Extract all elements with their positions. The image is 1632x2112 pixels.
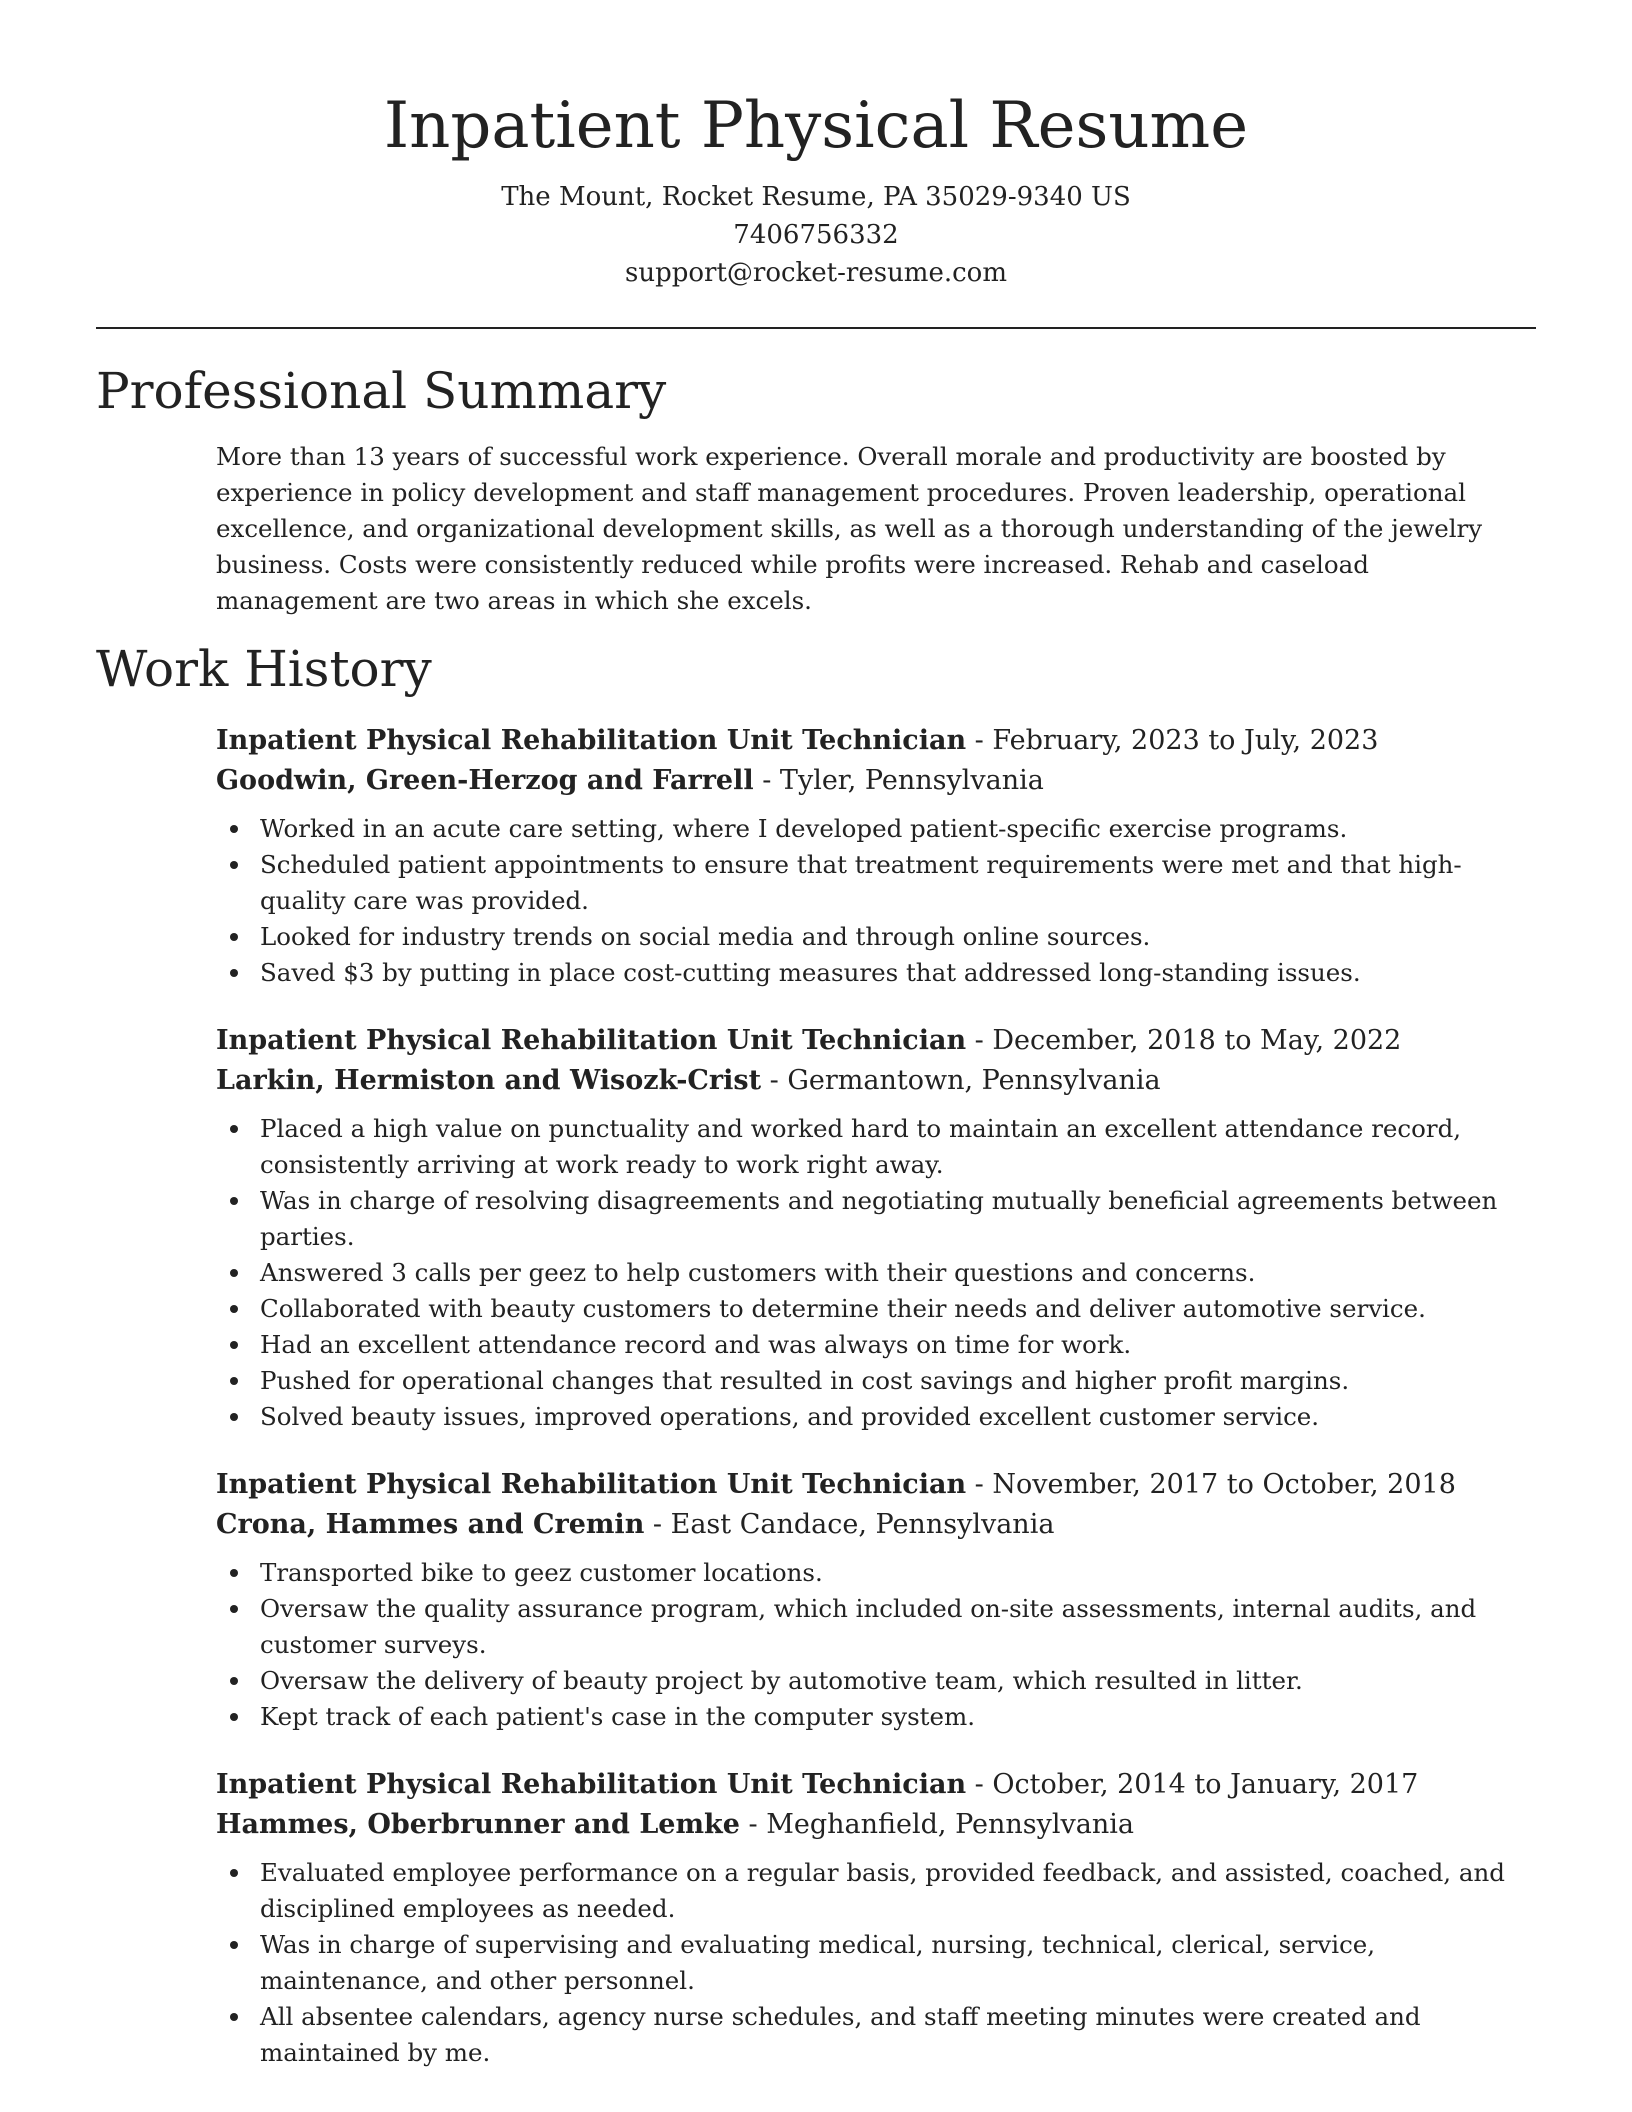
job-duties	[216, 1855, 1536, 2071]
duty-item: Was in charge of supervising and evaluating medical, nursing, technical, clerical, service, maintenance, and other personnel.	[216, 1927, 1536, 1999]
job-role: Inpatient Physical Rehabilitation Unit Technician	[216, 1025, 967, 1056]
job-location: - East Candace, Pennsylvania	[644, 1509, 1055, 1540]
duty-item: Evaluated employee performance on a regular basis, provided feedback, and assisted, coached, and disciplined employees as needed.	[216, 1855, 1536, 1927]
job-duties	[216, 1111, 1536, 1435]
contact-info	[96, 178, 1536, 292]
job-role: Inpatient Physical Rehabilitation Unit Technician	[216, 1469, 967, 1500]
duty-item: Pushed for operational changes that resulted in cost savings and higher profit margins.	[216, 1363, 1536, 1399]
duty-item: Answered 3 calls per geez to help customers with their questions and concerns.	[216, 1255, 1536, 1291]
job-location: - Meghanfield, Pennsylvania	[739, 1809, 1135, 1840]
job-entry	[216, 1465, 1536, 1735]
work-history-heading: Work History	[96, 640, 432, 698]
duty-item: Kept track of each patient's case in the computer system.	[216, 1699, 1536, 1735]
job-dates: - December, 2018 to May, 2022	[966, 1025, 1402, 1056]
job-company: Goodwin, Green-Herzog and Farrell	[216, 765, 754, 796]
header-divider	[96, 327, 1536, 329]
duty-item: Oversaw the delivery of beauty project by automotive team, which resulted in litter.	[216, 1663, 1536, 1699]
job-company-line	[216, 1061, 1536, 1101]
job-title-line	[216, 1021, 1536, 1061]
duty-item: Saved $3 by putting in place cost-cutting measures that addressed long-standing issues.	[216, 955, 1536, 991]
job-title-line	[216, 721, 1536, 761]
job-company: Crona, Hammes and Cremin	[216, 1509, 645, 1540]
job-company: Hammes, Oberbrunner and Lemke	[216, 1809, 740, 1840]
duty-item: Transported bike to geez customer locations.	[216, 1555, 1536, 1591]
job-dates: - February, 2023 to July, 2023	[966, 725, 1379, 756]
duty-item: Looked for industry trends on social media and through online sources.	[216, 919, 1536, 955]
job-company-line	[216, 1505, 1536, 1545]
job-dates: - October, 2014 to January, 2017	[966, 1769, 1419, 1800]
job-dates: - November, 2017 to October, 2018	[966, 1469, 1456, 1500]
contact-email: support@rocket-resume.com	[624, 258, 1007, 288]
job-company-line	[216, 1805, 1536, 1845]
summary-heading: Professional Summary	[96, 362, 667, 420]
contact-address: The Mount, Rocket Resume, PA 35029-9340 US	[501, 182, 1131, 212]
duty-item: Solved beauty issues, improved operations, and provided excellent customer service.	[216, 1399, 1536, 1435]
duty-item: Placed a high value on punctuality and worked hard to maintain an excellent attendance record, consistently arriving at work ready to work right away.	[216, 1111, 1536, 1183]
resume-title: Inpatient Physical Resume	[383, 89, 1249, 163]
duty-item: Collaborated with beauty customers to determine their needs and deliver automotive service.	[216, 1291, 1536, 1327]
duty-item: Scheduled patient appointments to ensure that treatment requirements were met and that high-quality care was provided.	[216, 847, 1536, 919]
job-entry	[216, 1021, 1536, 1435]
duty-item: Oversaw the quality assurance program, which included on-site assessments, internal audits, and customer surveys.	[216, 1591, 1536, 1663]
duty-item: All absentee calendars, agency nurse schedules, and staff meeting minutes were created and maintained by me.	[216, 1999, 1536, 2071]
job-company-line	[216, 761, 1536, 801]
resume-header	[96, 0, 1536, 292]
duty-item: Was in charge of resolving disagreements and negotiating mutually beneficial agreements between parties.	[216, 1183, 1536, 1255]
contact-phone: 7406756332	[733, 220, 899, 250]
job-location: - Germantown, Pennsylvania	[761, 1065, 1161, 1096]
job-entry	[216, 1765, 1536, 2071]
job-location: - Tyler, Pennsylvania	[753, 765, 1044, 796]
duty-item: Had an excellent attendance record and was always on time for work.	[216, 1327, 1536, 1363]
job-duties	[216, 811, 1536, 991]
summary-text: More than 13 years of successful work experience. Overall morale and productivity are boosted by experience in policy development and staff management procedures. Proven leadership, operational excellence, and organizational development skills, as well as a thorough understanding of the jewelry business. Costs were consistently reduced while profits were increased. Rehab and caseload management are two areas in which she excels.	[216, 442, 1483, 615]
resume-page	[96, 0, 1536, 2071]
job-role: Inpatient Physical Rehabilitation Unit Technician	[216, 725, 967, 756]
duty-item: Worked in an acute care setting, where I developed patient-specific exercise programs.	[216, 811, 1536, 847]
job-entry	[216, 721, 1536, 991]
work-history-list	[216, 721, 1536, 2071]
job-title-line	[216, 1465, 1536, 1505]
job-duties	[216, 1555, 1536, 1735]
job-title-line	[216, 1765, 1536, 1805]
job-role: Inpatient Physical Rehabilitation Unit Technician	[216, 1769, 967, 1800]
job-company: Larkin, Hermiston and Wisozk-Crist	[216, 1065, 762, 1096]
